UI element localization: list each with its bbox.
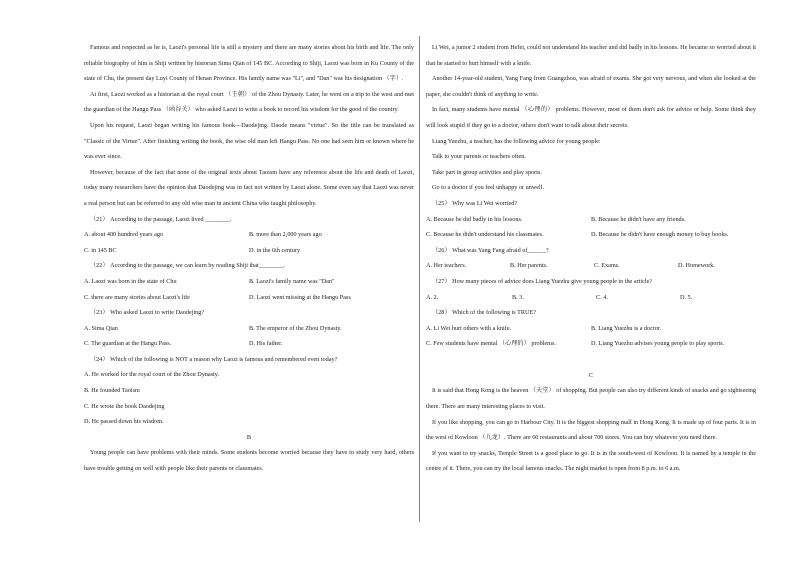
- option: B. Her parents.: [510, 262, 548, 270]
- question-24: （24） Which of the following is NOT a reason why Laozi is famous and remembered even today?: [90, 355, 338, 363]
- option: C. there are many stories about Laozi's life: [84, 293, 190, 301]
- right-column: [426, 40, 756, 477]
- options-28-row2: [426, 336, 756, 352]
- option: C. He wrote the book Daodejing: [84, 402, 165, 410]
- options-23-row1: [84, 321, 414, 337]
- option: A. Laozi was born in the state of Chu: [84, 277, 177, 285]
- option: B. Because he didn't have any friends.: [591, 215, 686, 223]
- paragraph: If you like shopping, you can go to Harbour City. It is the biggest shopping mall in Hong Kong. It is made up of four parts. It is in the west of Kowloon （九龙）. There are 60 restaurants and about 700 stores. You can buy whatever you need there.: [426, 418, 756, 442]
- option: B. 3.: [512, 293, 524, 301]
- paragraph: At first, Laozi worked as a historian at the royal court （王朝） of the Zhou Dynasty. Later, he went on a trip to the west and met the guardian of the Hangu Pass （函谷关） who asked Laozi to write a book to record his wisdom for the good of the country.: [84, 90, 414, 114]
- option: A. He worked for the royal court of the Zhou Dynasty.: [84, 371, 219, 379]
- option: C. The guardian at the Hangu Pass.: [84, 340, 172, 348]
- options-21-row1: [84, 227, 414, 243]
- advice-intro: Liang Yuezhu, a teacher, has the following advice for young people:: [432, 137, 601, 145]
- option: D. Liang Yuezhu advises young people to play sports.: [591, 340, 725, 348]
- option: C. Exams.: [594, 262, 620, 270]
- column-divider: [419, 36, 420, 522]
- options-25-row2: [426, 227, 756, 243]
- question-25: （25） Why was Li Wei worried?: [432, 199, 518, 207]
- paragraph: Li Wei, a junior 2 student from Hefei, could not understand his teacher and did badly in his lessons. He became so worried about it that he started to hurt himself with a knife.: [426, 44, 756, 67]
- advice-item: Take part in group activities and play sports.: [432, 168, 542, 176]
- option: C. 4.: [596, 293, 608, 301]
- option: D. Laozi went missing at the Hangu Pass: [249, 293, 351, 301]
- paragraph: Young people can have problems with their minds. Some students become worried because they have to study very hard, others have trouble getting on well with people like their parents or classmates.: [84, 449, 414, 473]
- advice-item: Go to a doctor if you feel unhappy or unwell.: [432, 184, 545, 192]
- option: C. Because he didn't understand his classmates.: [426, 231, 544, 239]
- question-28: （28） Which of the following is TRUE?: [432, 309, 537, 317]
- question-26: （26） What was Yang Fang afraid of______?: [432, 246, 549, 254]
- option: A. Li Wei hurt others with a knife.: [426, 324, 512, 332]
- options-22-row2: [84, 290, 414, 306]
- options-27: [426, 290, 756, 306]
- option: B. Liang Yuezhu is a doctor.: [591, 324, 662, 332]
- option: A. about 400 hundred years ago: [84, 231, 164, 239]
- option: D. Because he didn't have enough money to buy books.: [591, 231, 729, 239]
- option: A. Her teachers.: [426, 262, 467, 270]
- option: B. He founded Taoism: [84, 387, 140, 395]
- paragraph: Upon his request, Laozi began writing his famous book—Daodejing. Daode means "virtue". So the title can be translated as "Classic of the Virtue". After finishing writing the book, the wise old man left Hangu Pass. No one had seen him or known where he was ever since.: [84, 121, 414, 161]
- paragraph: Famous and respected as he is, Laozi's personal life is still a mystery and there are many stories about his birth and life. The only reliable biography of him is Shiji written by historian Sima Qian of 145 BC. According to Shiji, Laozi was born in Ku County of the state of Chu, the present day Luyi County of Henan Province. His family name was "Li", and "Dan" was his designation （字）.: [84, 44, 414, 83]
- option: D. in the 6th century: [249, 246, 301, 254]
- paragraph: If you want to try snacks, Temple Street is a good place to go. It is in the south-west of Kowloon. It is named by a temple in the centre of it. There, you can try the local famous snacks. The night market is open from 8 p.m. to 6 a.m.: [426, 449, 756, 473]
- option: D. 5.: [680, 293, 693, 301]
- option: A. Because he did badly in his lessons.: [426, 215, 523, 223]
- paragraph: It is said that Hong Kong is the heaven （天堂） of shopping. But people can also try different kinds of snacks and go sightseeing there. There are many interesting places to visit.: [426, 387, 756, 411]
- options-25-row1: [426, 212, 756, 228]
- section-heading-b: B: [246, 433, 252, 441]
- option: C. Few students have mental （心理的） problems.: [426, 340, 556, 348]
- advice-item: Talk to your parents or teachers often.: [432, 153, 526, 161]
- option: A. 2.: [426, 293, 439, 301]
- paragraph: However, because of the fact that none of the original texts about Taoism have any reference about the life and death of Laozi, today many researchers have the opinion that Daodejing was in fact not written by Laozi alone. Some even say that Laozi was never a real person but can be referred to any old wise man in ancient China who taught philosophy.: [84, 168, 414, 207]
- option: B. more than 2,000 years ago: [249, 231, 322, 239]
- options-22-row1: [84, 274, 414, 290]
- question-22: （22） According to the passage, we can learn by reading Shiji that________.: [90, 262, 286, 270]
- option: B. The emperor of the Zhou Dynasty.: [249, 324, 342, 332]
- option: B. Laozi's family name was "Dan": [249, 277, 335, 285]
- section-heading-c: C: [588, 371, 594, 379]
- options-23-row2: [84, 336, 414, 352]
- options-26: [426, 258, 756, 274]
- option: D. He passed down his wisdom.: [84, 418, 164, 426]
- option: A. Sima Qian: [84, 324, 118, 332]
- option: D. Homework.: [678, 262, 715, 270]
- option: C. in 145 BC: [84, 246, 117, 254]
- question-27: （27） How many pieces of advice does Liang Yuezhu give young people in the article?: [432, 277, 653, 285]
- option: D. His father.: [249, 340, 283, 348]
- question-21: （21） According to the passage, Laozi lived ________.: [90, 215, 232, 223]
- left-column: [84, 40, 414, 477]
- options-28-row1: [426, 321, 756, 337]
- question-23: （23） Who asked Laozi to write Daodejing?: [90, 309, 205, 317]
- paragraph: Another 14-year-old student, Yang Fang from Guangzhou, was afraid of exams. She got very nervous, and when she looked at the paper, she couldn't think of anything to write.: [426, 75, 756, 98]
- paragraph: In fact, many students have mental （心理的） problems. However, most of them don't ask for advice or help. Some think they will look stupid if they go to a doctor, others don't want to talk about their secrets.: [426, 106, 756, 129]
- options-21-row2: [84, 243, 414, 259]
